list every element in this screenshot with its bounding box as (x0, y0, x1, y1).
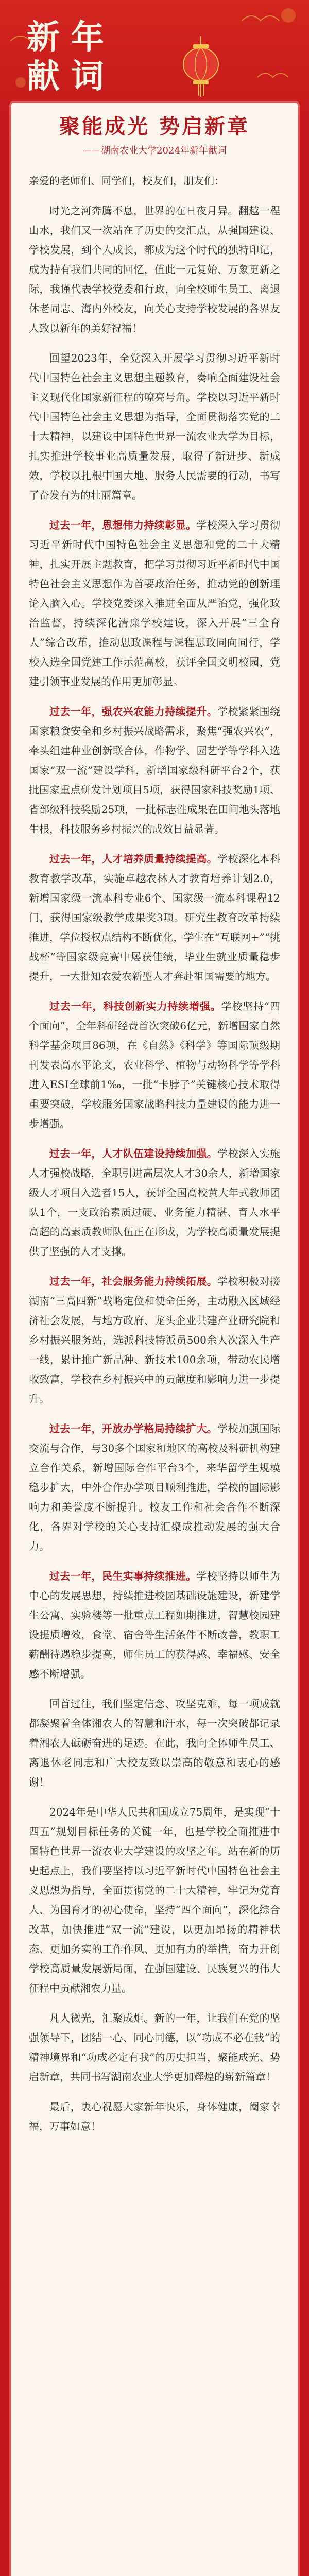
lantern-icon (178, 36, 224, 98)
paragraph-text: 学校深入实施人才强校战略，全职引进高层次人才30余人，新增国家级人才项目入选者15人，获评全国高校黄大年式教师团队1个，一支政治素质过硬、业务能力精湛、育人水平高超的高素质教师队伍正在形成，为学校高质量发展提供了坚强的人才支撑。 (29, 1147, 281, 1258)
paragraph (29, 1419, 280, 1556)
paragraph (29, 996, 280, 1133)
address-card (11, 103, 298, 2576)
paragraph-text: 回首过往，我们坚定信念、攻坚克难，每一项成就都凝聚着全体湘农人的智慧和汗水，每一次突破都记录着湘农人砥砺奋进的足迹。在此，我向全体师生员工、离退休老同志和广大校友致以崇高的敬意和衷心的感谢！ (29, 1698, 280, 1788)
header-title-line1: 新年 (27, 19, 115, 57)
paragraph (29, 515, 280, 691)
paragraph-text: 学校坚持以师生为中心的发展思想，持续推进校园基础设施建设，新建学生公寓、实验楼等一批重点工程如期推进，智慧校园建设提质增效，食堂、宿舍等生活条件不断改善，教职工薪酬待遇稳步提高，师生员工的获得感、幸福感、安全感不断增强。 (29, 1570, 281, 1680)
header-banner (0, 0, 309, 103)
paragraph-text: 学校紧紧围绕国家粮食安全和乡村振兴战略需求，聚焦“强农兴农”，牵头组建种业创新联合体，作物学、园艺学等学科入选国家“双一流”建设学科，新增国家级科研平台2个，获批国家重点研发计划项目5项，获得国家科技奖励1项、省部级科技奖励25项，一批标志性成果在田间地头落地生根，科技服务乡村振兴的成效日益显著。 (29, 705, 281, 835)
paragraph-lead: 过去一年，社会服务能力持续拓展。 (49, 1275, 218, 1287)
paragraph-text: 学校深入学习贯彻习近平新时代中国特色社会主义思想和党的二十大精神，扎实开展主题教育，把学习贯彻习近平新时代中国特色社会主义思想作为首要政治任务，推动党的创新理论入脑入心。学校党委深入推进全面从严治党，强化政治监督，持续深化清廉学校建设，深入开展“三全育人”综合改革，推动思政课程与课程思政同向同行，学校入选全国党建工作示范高校，获评全国文明校园，党建引领事业发展的作用更加彰显。 (29, 519, 281, 688)
paragraph-text: 回望2023年，全党深入开展学习贯彻习近平新时代中国特色社会主义思想主题教育，奏响全面建设社会主义现代化国家新征程的嘹亮号角。学校以习近平新时代中国特色社会主义思想为指导，全面贯彻落实党的二十大精神，以建设中国特色世界一流农业大学为目标，扎实推进学校事业高质量发展，取得了新进步、新成效，学校以扎根中国大地、服务人民需要的行动，书写了奋发有为的壮丽篇章。 (29, 352, 280, 501)
paragraph (29, 2008, 280, 2087)
paragraph-lead: 过去一年，民生实事持续推进。 (49, 1570, 197, 1582)
header-title-line2: 献词 (27, 58, 115, 96)
paragraph-lead: 过去一年，强农兴农能力持续提升。 (49, 705, 218, 718)
paragraph-lead: 过去一年，科技创新实力持续增强。 (49, 1000, 221, 1012)
paragraph (29, 348, 280, 505)
paragraph (29, 702, 280, 839)
paragraph (29, 849, 280, 986)
paragraph-text: 学校坚持“四个面向”，全年科研经费首次突破6亿元，新增国家自然科学基金项目86项，在《自然》《科学》等国际顶级期刊发表高水平论文，农业科学、植物与动物科学等学科进入ESI全球前1‰，一批“卡脖子”关键核心技术取得重要突破，学校服务国家战略科技力量建设的能力进一步增强。 (29, 1000, 281, 1130)
paragraph (29, 2097, 280, 2136)
paragraph (29, 1802, 280, 1998)
paragraph-lead: 过去一年，开放办学格局持续扩大。 (49, 1422, 218, 1435)
paragraph-text: 学校加强国际交流与合作，与30多个国家和地区的高校及科研机构建立合作关系，新增国际合作平台3个，来华留学生规模稳步扩大，中外合作办学项目顺利推进，学校的国际影响力和美誉度不断提升。校友工作和社会合作不断深化，各界对学校的关心支持汇聚成推动发展的强大合力。 (29, 1422, 281, 1552)
article-title: 聚能成光 势启新章 (59, 114, 250, 139)
article-body (11, 103, 298, 2136)
paragraph-text: 学校深化本科教育教学改革，实施卓越农林人才教育培养计划2.0，新增国家级一流本科专业6个、国家级一流本科课程12门，获得国家级教学成果奖3项。研究生教育改革持续推进，学位授权点结构不断优化，学生在“互联网+”“挑战杯”等国家级竞赛中屡获佳绩，毕业生就业质量稳步提升，一大批知农爱农新型人才奔赴祖国需要的地方。 (29, 853, 281, 982)
paragraph-lead: 过去一年，人才培养质量持续提高。 (49, 853, 218, 865)
article-subtitle: ——湖南农业大学2024年新年献词 (82, 145, 227, 156)
header-title (27, 18, 115, 96)
paragraph-text: 最后，衷心祝愿大家新年快乐，身体健康，阖家幸福，万事如意！ (29, 2100, 280, 2132)
paragraph (29, 1566, 280, 1684)
paragraph (29, 201, 280, 338)
paragraph-text: 学校积极对接湖南“三高四新”战略定位和使命任务，主动融入区域经济社会发展，与地方政府、龙头企业共建产业研究院和乡村振兴服务站，选派科技特派员500余人次深入生产一线，累计推广新品种、新技术100余项，带动农民增收致富，学校在乡村振兴中的贡献度和影响力进一步提升。 (29, 1275, 281, 1405)
paragraph (29, 1694, 280, 1792)
paragraph-list (29, 201, 280, 2136)
paragraph-text: 2024年是中华人民共和国成立75周年，是实现“十四五”规划目标任务的关键一年，也是学校全面推进中国特色世界一流农业大学建设的攻坚之年。站在新的历史起点上，我们要坚持以习近平新时代中国特色社会主义思想为指导，全面贯彻党的二十大精神，牢记为党育人、为国育才的初心使命，坚持“四个面向”，深化综合改革，加快推进“双一流”建设，以更加昂扬的精神状态、更加务实的工作作风、更加有力的举措，奋力开创学校高质量发展新局面，在强国建设、民族复兴的伟大征程中贡献湘农力量。 (29, 1806, 280, 1994)
paragraph (29, 1144, 280, 1261)
salutation: 亲爱的老师们、同学们，校友们，朋友们： (29, 175, 225, 187)
paragraph-text: 时光之河奔腾不息，世界的在日夜月异。翻越一程山水，我们又一次站在了历史的交汇点，从强国建设、学校发展，到个人成长，都成为这个时代的独特印记，成为持有我们共同的回忆，值此一元复始、万象更新之际，我谨代表学校党委和行政，向全校师生员工、离退休老同志、海内外校友，向关心支持学校发展的各界友人致以新年的美好祝福！ (29, 205, 280, 334)
paragraph-lead: 过去一年，思想伟力持续彰显。 (49, 519, 197, 531)
paragraph-lead: 过去一年，人才队伍建设持续加强。 (49, 1147, 218, 1160)
paragraph (29, 1272, 280, 1409)
paragraph-text: 凡人微光，汇聚成炬。新的一年，让我们在党的坚强领导下，团结一心、同心同德，以“功成不必在我”的精神境界和“功成必定有我”的历史担当，聚能成光、势启新章，共同书写湖南农业大学更加辉煌的崭新篇章！ (29, 2012, 280, 2083)
